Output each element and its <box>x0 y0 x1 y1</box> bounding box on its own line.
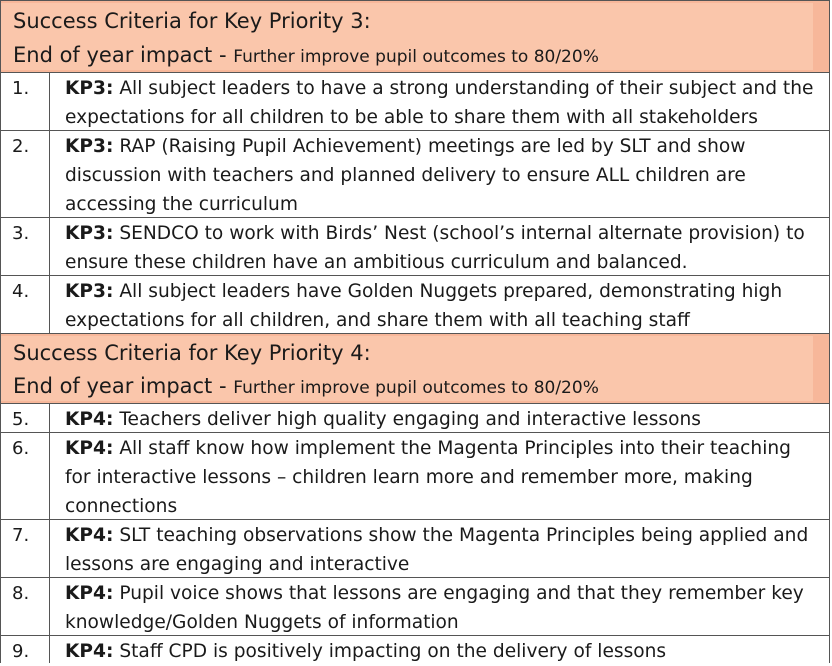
row-line: lessons are engaging and interactive <box>65 554 410 575</box>
criteria-row <box>0 519 830 577</box>
criteria-row <box>0 635 830 663</box>
row-line: Pupil voice shows that lessons are engaging and that they remember key <box>113 583 804 604</box>
row-text <box>65 404 821 434</box>
row-prefix: KP3: <box>65 223 114 244</box>
row-text <box>65 433 821 521</box>
row-text <box>65 73 821 132</box>
row-line: connections <box>65 496 178 517</box>
impact-text: Further improve pupil outcomes to 80/20% <box>233 378 599 398</box>
section-title: Success Criteria for Key Priority 3: <box>13 9 371 33</box>
section-title: Success Criteria for Key Priority 4: <box>13 341 371 365</box>
row-number: 9. <box>1 636 50 663</box>
row-prefix: KP4: <box>65 438 114 459</box>
row-text <box>65 636 821 666</box>
impact-text: Further improve pupil outcomes to 80/20% <box>233 47 599 67</box>
row-prefix: KP3: <box>65 281 114 302</box>
row-text <box>65 131 821 219</box>
row-line: Teachers deliver high quality engaging and interactive lessons <box>113 409 701 430</box>
row-prefix: KP3: <box>65 136 114 157</box>
row-line: SLT teaching observations show the Magenta Principles being applied and <box>113 525 809 546</box>
row-prefix: KP4: <box>65 641 114 662</box>
impact-line <box>13 41 599 71</box>
row-text <box>65 520 821 579</box>
section-header-kp4 <box>0 333 830 403</box>
row-line: expectations for all children to be able to share them with all stakeholders <box>65 107 758 128</box>
row-line: ensure these children have an ambitious curriculum and balanced. <box>65 252 688 273</box>
row-number: 2. <box>1 131 50 217</box>
row-text <box>65 276 821 335</box>
row-line: All subject leaders have Golden Nuggets prepared, demonstrating high <box>113 281 783 302</box>
row-prefix: KP3: <box>65 78 114 99</box>
row-number: 3. <box>1 218 50 275</box>
row-text <box>65 218 821 277</box>
row-line: accessing the curriculum <box>65 194 298 215</box>
row-number: 8. <box>1 578 50 635</box>
criteria-row <box>0 432 830 519</box>
row-line: discussion with teachers and planned delivery to ensure ALL children are <box>65 165 746 186</box>
criteria-row <box>0 577 830 635</box>
impact-line <box>13 372 599 402</box>
row-number: 6. <box>1 433 50 519</box>
row-text <box>65 578 821 637</box>
impact-label: End of year impact - <box>13 374 234 398</box>
criteria-row <box>0 275 830 333</box>
row-line: Staff CPD is positively impacting on the delivery of lessons <box>113 641 667 662</box>
row-line: RAP (Raising Pupil Achievement) meetings are led by SLT and show <box>113 136 746 157</box>
row-number: 5. <box>1 404 50 432</box>
row-number: 1. <box>1 73 50 130</box>
row-line: for interactive lessons – children learn more and remember more, making <box>65 467 753 488</box>
criteria-row <box>0 217 830 275</box>
row-number: 7. <box>1 520 50 577</box>
criteria-row <box>0 72 830 130</box>
criteria-row <box>0 403 830 432</box>
row-prefix: KP4: <box>65 583 114 604</box>
row-line: All subject leaders to have a strong understanding of their subject and the <box>113 78 814 99</box>
row-prefix: KP4: <box>65 409 114 430</box>
row-line: SENDCO to work with Birds’ Nest (school’s internal alternate provision) to <box>113 223 805 244</box>
row-line: expectations for all children, and share them with all teaching staff <box>65 310 690 331</box>
row-number: 4. <box>1 276 50 333</box>
row-prefix: KP4: <box>65 525 114 546</box>
row-line: All staff know how implement the Magenta Principles into their teaching <box>113 438 791 459</box>
impact-label: End of year impact - <box>13 43 234 67</box>
section-header-kp3 <box>0 0 830 72</box>
criteria-row <box>0 130 830 217</box>
row-line: knowledge/Golden Nuggets of information <box>65 612 459 633</box>
